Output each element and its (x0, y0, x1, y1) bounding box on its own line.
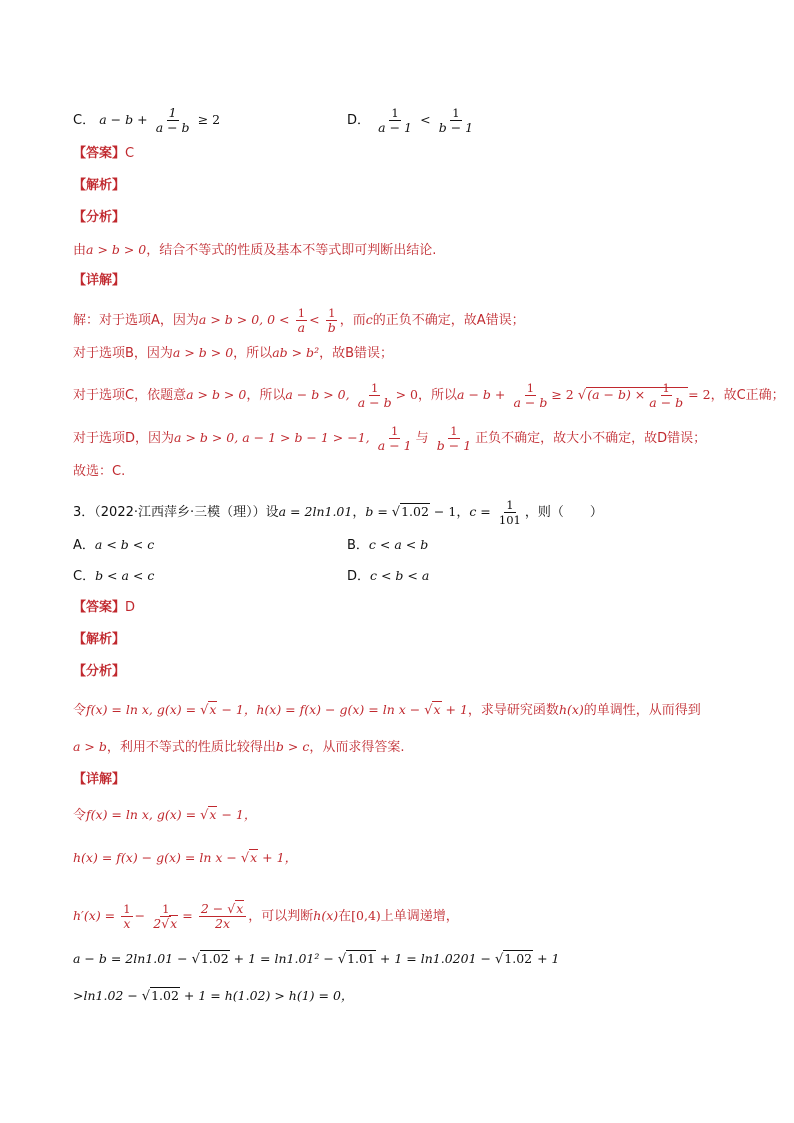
q3-detail-line-4: a − b = 2ln1.01 − √1.02 + 1 = ln1.01² − √1.01 + 1 = ln1.0201 − √1.02 + 1 (73, 951, 560, 967)
q3-stem: 3．（2022·江西萍乡·三模（理））设a = 2ln1.01，b = √1.02 − 1，c = $\frac{1}{101}$ ，则（ ） (73, 498, 603, 527)
fenxi-heading: 【分析】 (73, 210, 126, 225)
q3-option-c: C．b < a < c (73, 568, 155, 584)
q3-option-d: D．c < b < a (347, 568, 430, 584)
option-c-label: C． (73, 113, 96, 128)
q3-analysis-line-1: 令f(x) = ln x, g(x) = √x − 1，h(x) = f(x) − g(x) = ln x − √x + 1，求导研究函数h(x)的单调性，从而得到 (73, 702, 701, 718)
fraction: $\frac{1}{b - 1}$ (438, 106, 474, 135)
xiangjie-heading: 【详解】 (73, 273, 126, 288)
q3-analysis-line-2: a > b，利用不等式的性质比较得出b > c，从而求得答案. (73, 739, 405, 755)
choose-line: 故选：C. (73, 464, 126, 479)
solution-line-a: 解：对于选项A，因为a > b > 0, 0 < $\frac{1}{a}$ < $\frac{1}{b}$ ，而c的正负不确定，故A错误； (73, 306, 525, 335)
fraction: $\frac{1}{a - b}$ (155, 105, 190, 135)
answer-line: 【答案】C (73, 146, 135, 161)
q3-detail-line-5: >ln1.02 − √1.02 + 1 = h(1.02) > h(1) = 0， (73, 988, 354, 1004)
option-d-label: D． (347, 113, 371, 128)
solution-line-c: 对于选项C，依题意a > b > 0，所以a − b > 0, $\frac{1}{a - b}$ > 0，所以a − b + $\frac{1}{a - b}$ ≥ 2 √(a − b) × $\frac{1}{a - b}$ = 2，故C正确； (73, 381, 785, 410)
option-d: D． $\frac{1}{a - 1}$ < $\frac{1}{b - 1}$ (347, 106, 474, 135)
solution-line-b: 对于选项B，因为a > b > 0，所以ab > b²，故B错误； (73, 345, 393, 361)
q3-xiangjie-heading: 【详解】 (73, 772, 126, 787)
jiexi-heading: 【解析】 (73, 178, 126, 193)
option-c: C． a − b + $\frac{1}{a - b}$ ≥ 2 (73, 105, 221, 135)
q3-detail-line-1: 令f(x) = ln x, g(x) = √x − 1， (73, 807, 257, 823)
fraction: $\frac{1}{a - 1}$ (378, 106, 412, 135)
q3-answer-line: 【答案】D (73, 600, 136, 615)
q3-option-a: A．a < b < c (73, 537, 155, 553)
q3-detail-line-3: h′(x) = $\frac{1}{x}$ − $\frac{1}{2√x}$ = $\frac{2 - √x}{2x}$ ，可以判断h(x)在[0,4)上单调递增， (73, 901, 459, 931)
q3-option-b: B．c < a < b (347, 537, 429, 553)
q3-jiexi-heading: 【解析】 (73, 632, 126, 647)
analysis-text: 由a > b > 0，结合不等式的性质及基本不等式即可判断出结论. (73, 242, 437, 258)
q3-fenxi-heading: 【分析】 (73, 664, 126, 679)
solution-line-d: 对于选项D，因为a > b > 0, a − 1 > b − 1 > −1, $\frac{1}{a - 1}$ 与 $\frac{1}{b - 1}$ 正负不确定，故大小不确定，故D错误； (73, 424, 707, 453)
q3-detail-line-2: h(x) = f(x) − g(x) = ln x − √x + 1， (73, 850, 298, 866)
